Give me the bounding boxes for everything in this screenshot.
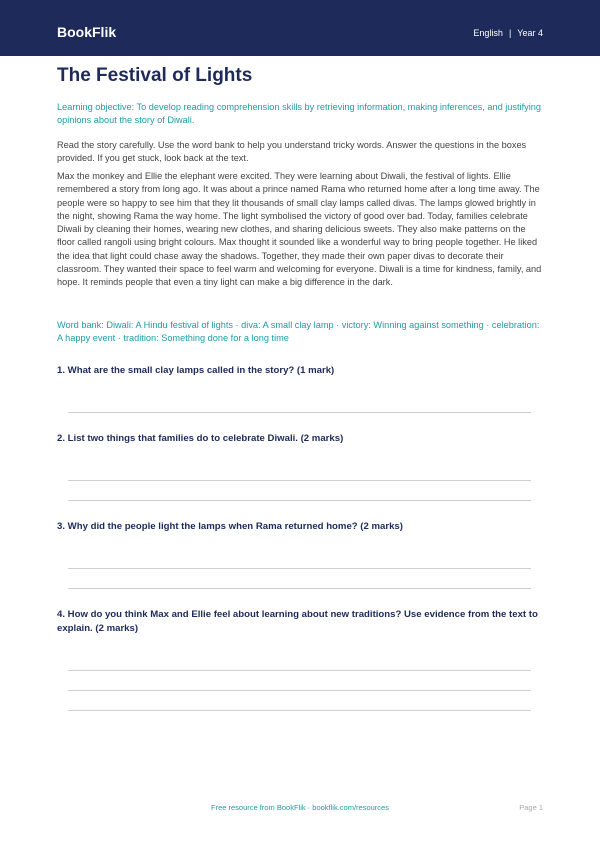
question-3: 3. Why did the people light the lamps when Rama returned home? (2 marks) — [57, 521, 403, 532]
answer-line[interactable] — [68, 690, 531, 691]
answer-line[interactable] — [68, 412, 531, 413]
word-bank: Word bank: Diwali: A Hindu festival of lights · diva: A small clay lamp · victory: Winning against something · celebration: A happy event · tradition: Something done for a long time — [57, 320, 540, 344]
question-4: 4. How do you think Max and Ellie feel about learning about new traditions? Use evidence from the text to explain. (2 marks) — [57, 609, 538, 634]
answer-line[interactable] — [68, 500, 531, 501]
answer-line[interactable] — [68, 480, 531, 481]
learning-objective: Learning objective: To develop reading comprehension skills by retrieving information, making inferences, and justifying opinions about the story of Diwali. — [57, 102, 541, 126]
page-title: The Festival of Lights — [57, 65, 253, 86]
story-text: Max the monkey and Ellie the elephant were excited. They were learning about Diwali, the festival of lights. Ellie remembered a story from long ago. It was about a prince named Rama who returned home after a long time away. The people were so happy to see him that they lit thousands of small clay lamps called divas. The lamps glowed brightly in the night, showing Rama the way home. The light symbolised the victory of good over bad. Today, families celebrate Diwali by cleaning their homes, wearing new clothes, and sharing delicious sweets. They also make patterns on the floor called rangoli using bright colours. Max thought it sounded like a wonderful way to bring people together. He liked the idea that light could chase away the shadows. Together, they made their own paper divas to decorate their classroom. They wanted their space to feel warm and welcoming for everyone. Diwali is a time for kindness, family, and hope. It reminds people that even a tiny light can make a big difference in the dark. — [57, 171, 542, 288]
meta-separator: | — [508, 28, 512, 38]
header-banner — [0, 0, 600, 56]
footer-credit: Free resource from BookFlik · bookflik.com/resources — [211, 803, 389, 812]
instructions-paragraph: Read the story carefully. Use the word bank to help you understand tricky words. Answer the questions in the boxes provided. If you get stuck, look back at the text. — [57, 140, 527, 164]
brand-logo-text: BookFlik — [57, 24, 117, 40]
header-meta — [473, 27, 543, 39]
answer-line[interactable] — [68, 588, 531, 589]
answer-line[interactable] — [68, 710, 531, 711]
answer-line[interactable] — [68, 670, 531, 671]
question-2: 2. List two things that families do to celebrate Diwali. (2 marks) — [57, 433, 344, 444]
page-number: Page 1 — [519, 803, 543, 812]
answer-line[interactable] — [68, 568, 531, 569]
subject-label: English — [473, 28, 503, 38]
question-1: 1. What are the small clay lamps called in the story? (1 mark) — [57, 365, 335, 376]
year-label: Year 4 — [517, 28, 543, 38]
